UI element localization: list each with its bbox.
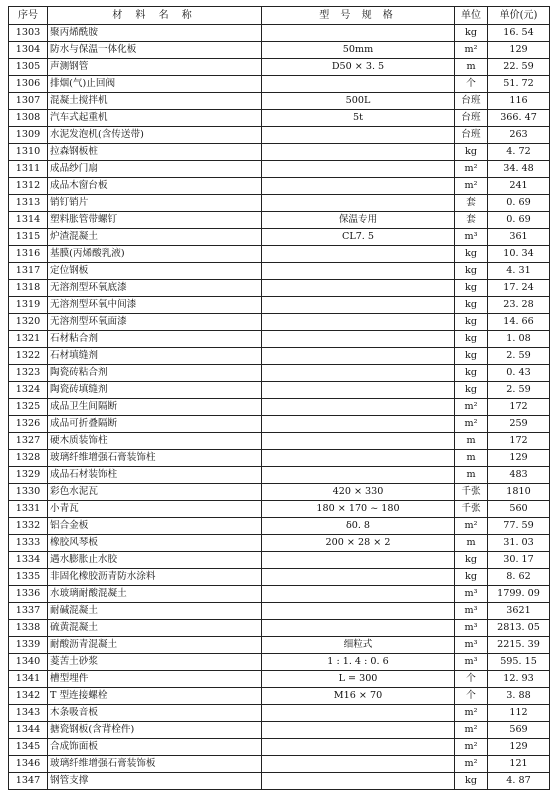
- cell-name: 非固化橡胶沥青防水涂料: [48, 569, 262, 586]
- table-row: [9, 263, 550, 280]
- table-row: [9, 620, 550, 637]
- cell-name: 槽型埋件: [48, 671, 262, 688]
- cell-unit: kg: [455, 348, 488, 365]
- cell-unit: m: [455, 433, 488, 450]
- table-row: [9, 773, 550, 790]
- cell-name: 声测钢管: [48, 59, 262, 76]
- cell-price: 129: [488, 42, 550, 59]
- cell-unit: m²: [455, 416, 488, 433]
- table-row: [9, 569, 550, 586]
- cell-no: 1314: [9, 212, 48, 229]
- cell-spec: [262, 127, 455, 144]
- cell-no: 1307: [9, 93, 48, 110]
- table-row: [9, 93, 550, 110]
- cell-unit: 套: [455, 195, 488, 212]
- cell-name: 石材粘合剂: [48, 331, 262, 348]
- cell-unit: m: [455, 450, 488, 467]
- cell-spec: [262, 569, 455, 586]
- cell-no: 1313: [9, 195, 48, 212]
- table-row: [9, 25, 550, 42]
- table-row: [9, 229, 550, 246]
- cell-no: 1341: [9, 671, 48, 688]
- cell-no: 1317: [9, 263, 48, 280]
- cell-no: 1305: [9, 59, 48, 76]
- cell-spec: [262, 416, 455, 433]
- cell-price: 116: [488, 93, 550, 110]
- cell-unit: m²: [455, 161, 488, 178]
- cell-no: 1344: [9, 722, 48, 739]
- cell-price: 14. 66: [488, 314, 550, 331]
- cell-name: 陶瓷砖填缝剂: [48, 382, 262, 399]
- cell-unit: 千张: [455, 501, 488, 518]
- cell-price: 2215. 39: [488, 637, 550, 654]
- cell-no: 1336: [9, 586, 48, 603]
- cell-unit: m: [455, 59, 488, 76]
- cell-spec: M16 × 70: [262, 688, 455, 705]
- cell-unit: m²: [455, 739, 488, 756]
- cell-spec: [262, 263, 455, 280]
- cell-spec: D50 × 3. 5: [262, 59, 455, 76]
- cell-name: 水泥发泡机(含传送带): [48, 127, 262, 144]
- cell-price: 560: [488, 501, 550, 518]
- table-row: [9, 518, 550, 535]
- cell-no: 1308: [9, 110, 48, 127]
- cell-name: 成品木窗台板: [48, 178, 262, 195]
- cell-price: 4. 31: [488, 263, 550, 280]
- table-row: [9, 586, 550, 603]
- cell-price: 172: [488, 433, 550, 450]
- table-row: [9, 59, 550, 76]
- cell-spec: [262, 586, 455, 603]
- cell-unit: 个: [455, 671, 488, 688]
- cell-name: 搪瓷钢板(含背栓件): [48, 722, 262, 739]
- cell-spec: [262, 161, 455, 178]
- cell-spec: 细粒式: [262, 637, 455, 654]
- cell-name: 混凝土搅拌机: [48, 93, 262, 110]
- table-row: [9, 144, 550, 161]
- cell-no: 1343: [9, 705, 48, 722]
- cell-unit: kg: [455, 25, 488, 42]
- cell-name: 耐酸沥青混凝土: [48, 637, 262, 654]
- cell-name: 硬木质装饰柱: [48, 433, 262, 450]
- cell-spec: [262, 722, 455, 739]
- cell-name: 塑料胀管带螺钉: [48, 212, 262, 229]
- cell-name: 水玻璃耐酸混凝土: [48, 586, 262, 603]
- cell-price: 361: [488, 229, 550, 246]
- header-price: 单价(元): [488, 7, 550, 25]
- cell-name: 钢管支撑: [48, 773, 262, 790]
- cell-unit: m²: [455, 42, 488, 59]
- table-row: [9, 331, 550, 348]
- cell-spec: [262, 433, 455, 450]
- cell-no: 1334: [9, 552, 48, 569]
- cell-price: 77. 59: [488, 518, 550, 535]
- cell-no: 1345: [9, 739, 48, 756]
- cell-spec: [262, 382, 455, 399]
- cell-price: 129: [488, 739, 550, 756]
- cell-name: 菱苦土砂浆: [48, 654, 262, 671]
- cell-spec: [262, 450, 455, 467]
- cell-name: 耐碱混凝土: [48, 603, 262, 620]
- cell-price: 172: [488, 399, 550, 416]
- cell-spec: [262, 365, 455, 382]
- cell-unit: 套: [455, 212, 488, 229]
- cell-no: 1312: [9, 178, 48, 195]
- cell-no: 1331: [9, 501, 48, 518]
- cell-unit: m³: [455, 229, 488, 246]
- cell-spec: 50mm: [262, 42, 455, 59]
- cell-name: 成品石材装饰柱: [48, 467, 262, 484]
- cell-name: 成品卫生间隔断: [48, 399, 262, 416]
- cell-spec: 5t: [262, 110, 455, 127]
- cell-unit: kg: [455, 314, 488, 331]
- cell-price: 12. 93: [488, 671, 550, 688]
- cell-spec: [262, 76, 455, 93]
- table-row: [9, 671, 550, 688]
- cell-unit: kg: [455, 365, 488, 382]
- cell-unit: kg: [455, 569, 488, 586]
- cell-price: 0. 69: [488, 212, 550, 229]
- cell-no: 1339: [9, 637, 48, 654]
- cell-no: 1337: [9, 603, 48, 620]
- table-row: [9, 535, 550, 552]
- cell-no: 1316: [9, 246, 48, 263]
- cell-name: 无溶剂型环氧面漆: [48, 314, 262, 331]
- cell-name: 基膜(丙烯酸乳液): [48, 246, 262, 263]
- table-row: [9, 76, 550, 93]
- cell-price: 16. 54: [488, 25, 550, 42]
- table-body: [9, 25, 550, 790]
- cell-spec: L = 300: [262, 671, 455, 688]
- cell-spec: [262, 331, 455, 348]
- table-row: [9, 501, 550, 518]
- cell-price: 17. 24: [488, 280, 550, 297]
- cell-price: 34. 48: [488, 161, 550, 178]
- cell-name: 防水与保温一体化板: [48, 42, 262, 59]
- cell-spec: 180 × 170 ~ 180: [262, 501, 455, 518]
- cell-price: 4. 87: [488, 773, 550, 790]
- cell-name: 炉渣混凝土: [48, 229, 262, 246]
- cell-name: 成品可折叠隔断: [48, 416, 262, 433]
- cell-price: 2. 59: [488, 382, 550, 399]
- cell-name: 无溶剂型环氧底漆: [48, 280, 262, 297]
- cell-spec: [262, 467, 455, 484]
- cell-price: 595. 15: [488, 654, 550, 671]
- table-row: [9, 654, 550, 671]
- cell-spec: [262, 280, 455, 297]
- cell-name: 聚丙烯酰胺: [48, 25, 262, 42]
- cell-unit: kg: [455, 331, 488, 348]
- cell-unit: m³: [455, 637, 488, 654]
- cell-unit: kg: [455, 297, 488, 314]
- table-row: [9, 127, 550, 144]
- cell-unit: 千张: [455, 484, 488, 501]
- cell-unit: m²: [455, 518, 488, 535]
- cell-no: 1309: [9, 127, 48, 144]
- cell-unit: kg: [455, 552, 488, 569]
- cell-unit: 台班: [455, 127, 488, 144]
- cell-unit: m³: [455, 603, 488, 620]
- cell-unit: kg: [455, 144, 488, 161]
- table-row: [9, 382, 550, 399]
- cell-spec: [262, 620, 455, 637]
- cell-price: 31. 03: [488, 535, 550, 552]
- cell-price: 3621: [488, 603, 550, 620]
- cell-price: 4. 72: [488, 144, 550, 161]
- cell-no: 1318: [9, 280, 48, 297]
- cell-name: 铝合金板: [48, 518, 262, 535]
- cell-spec: [262, 739, 455, 756]
- cell-unit: m²: [455, 756, 488, 773]
- cell-name: 陶瓷砖粘合剂: [48, 365, 262, 382]
- cell-spec: 500L: [262, 93, 455, 110]
- cell-price: 1810: [488, 484, 550, 501]
- cell-unit: m²: [455, 399, 488, 416]
- cell-unit: m³: [455, 586, 488, 603]
- cell-price: 1799. 09: [488, 586, 550, 603]
- cell-spec: CL7. 5: [262, 229, 455, 246]
- cell-price: 366. 47: [488, 110, 550, 127]
- cell-no: 1346: [9, 756, 48, 773]
- cell-no: 1319: [9, 297, 48, 314]
- table-row: [9, 178, 550, 195]
- header-name: 材 料 名 称: [48, 7, 262, 25]
- cell-unit: m³: [455, 620, 488, 637]
- cell-unit: kg: [455, 773, 488, 790]
- cell-unit: 个: [455, 76, 488, 93]
- header-unit: 单位: [455, 7, 488, 25]
- cell-price: 30. 17: [488, 552, 550, 569]
- table-header-row: [9, 7, 550, 25]
- cell-spec: δ0. 8: [262, 518, 455, 535]
- cell-name: T 型连接螺栓: [48, 688, 262, 705]
- cell-name: 无溶剂型环氧中间漆: [48, 297, 262, 314]
- cell-name: 成品纱门扇: [48, 161, 262, 178]
- cell-name: 合成饰面板: [48, 739, 262, 756]
- cell-unit: m²: [455, 178, 488, 195]
- cell-price: 483: [488, 467, 550, 484]
- table-row: [9, 195, 550, 212]
- table-row: [9, 314, 550, 331]
- cell-price: 0. 69: [488, 195, 550, 212]
- cell-spec: [262, 603, 455, 620]
- cell-no: 1322: [9, 348, 48, 365]
- cell-no: 1325: [9, 399, 48, 416]
- cell-unit: m: [455, 467, 488, 484]
- cell-no: 1320: [9, 314, 48, 331]
- cell-price: 569: [488, 722, 550, 739]
- cell-price: 112: [488, 705, 550, 722]
- cell-price: 1. 08: [488, 331, 550, 348]
- cell-spec: [262, 552, 455, 569]
- cell-name: 橡胶风琴板: [48, 535, 262, 552]
- cell-price: 2. 59: [488, 348, 550, 365]
- cell-spec: [262, 399, 455, 416]
- cell-price: 8. 62: [488, 569, 550, 586]
- cell-name: 玻璃纤维增强石膏装饰柱: [48, 450, 262, 467]
- cell-unit: m²: [455, 705, 488, 722]
- cell-unit: m: [455, 535, 488, 552]
- cell-unit: kg: [455, 280, 488, 297]
- table-row: [9, 110, 550, 127]
- table-row: [9, 688, 550, 705]
- table-row: [9, 603, 550, 620]
- cell-price: 10. 34: [488, 246, 550, 263]
- cell-no: 1347: [9, 773, 48, 790]
- cell-name: 木条吸音板: [48, 705, 262, 722]
- table-row: [9, 739, 550, 756]
- cell-name: 玻璃纤维增强石膏装饰板: [48, 756, 262, 773]
- cell-name: 排烟(气)止回阀: [48, 76, 262, 93]
- cell-name: 汽车式起重机: [48, 110, 262, 127]
- cell-name: 小青瓦: [48, 501, 262, 518]
- material-price-table: [8, 6, 550, 790]
- cell-no: 1335: [9, 569, 48, 586]
- cell-price: 121: [488, 756, 550, 773]
- cell-price: 22. 59: [488, 59, 550, 76]
- table-row: [9, 280, 550, 297]
- cell-no: 1303: [9, 25, 48, 42]
- cell-spec: [262, 314, 455, 331]
- cell-no: 1315: [9, 229, 48, 246]
- cell-price: 259: [488, 416, 550, 433]
- cell-unit: kg: [455, 246, 488, 263]
- cell-spec: 200 × 28 × 2: [262, 535, 455, 552]
- cell-no: 1338: [9, 620, 48, 637]
- cell-no: 1323: [9, 365, 48, 382]
- cell-spec: [262, 773, 455, 790]
- cell-price: 51. 72: [488, 76, 550, 93]
- table-row: [9, 161, 550, 178]
- cell-unit: 台班: [455, 110, 488, 127]
- cell-no: 1326: [9, 416, 48, 433]
- table-row: [9, 433, 550, 450]
- cell-no: 1321: [9, 331, 48, 348]
- cell-name: 硫黄混凝土: [48, 620, 262, 637]
- cell-no: 1311: [9, 161, 48, 178]
- cell-no: 1333: [9, 535, 48, 552]
- cell-no: 1310: [9, 144, 48, 161]
- cell-unit: m³: [455, 654, 488, 671]
- cell-name: 销钉销片: [48, 195, 262, 212]
- cell-no: 1328: [9, 450, 48, 467]
- cell-spec: [262, 348, 455, 365]
- table-row: [9, 365, 550, 382]
- cell-no: 1324: [9, 382, 48, 399]
- cell-spec: [262, 705, 455, 722]
- cell-no: 1327: [9, 433, 48, 450]
- cell-spec: [262, 144, 455, 161]
- header-spec: 型 号 规 格: [262, 7, 455, 25]
- table-row: [9, 297, 550, 314]
- table-row: [9, 348, 550, 365]
- cell-unit: m²: [455, 722, 488, 739]
- table-row: [9, 756, 550, 773]
- cell-no: 1306: [9, 76, 48, 93]
- cell-no: 1342: [9, 688, 48, 705]
- cell-spec: [262, 178, 455, 195]
- table-row: [9, 246, 550, 263]
- table-row: [9, 705, 550, 722]
- cell-unit: kg: [455, 263, 488, 280]
- table-row: [9, 450, 550, 467]
- table-row: [9, 212, 550, 229]
- cell-name: 定位钢板: [48, 263, 262, 280]
- table-row: [9, 637, 550, 654]
- cell-name: 石材填缝剂: [48, 348, 262, 365]
- cell-price: 23. 28: [488, 297, 550, 314]
- cell-name: 彩色水泥瓦: [48, 484, 262, 501]
- cell-unit: kg: [455, 382, 488, 399]
- cell-spec: [262, 297, 455, 314]
- cell-unit: 台班: [455, 93, 488, 110]
- cell-spec: [262, 25, 455, 42]
- table-row: [9, 42, 550, 59]
- cell-price: 129: [488, 450, 550, 467]
- cell-name: 遇水膨胀止水胶: [48, 552, 262, 569]
- table-row: [9, 416, 550, 433]
- table-row: [9, 399, 550, 416]
- cell-spec: 保温专用: [262, 212, 455, 229]
- table-row: [9, 722, 550, 739]
- cell-price: 241: [488, 178, 550, 195]
- cell-spec: [262, 195, 455, 212]
- cell-spec: [262, 246, 455, 263]
- cell-spec: 420 × 330: [262, 484, 455, 501]
- cell-unit: 个: [455, 688, 488, 705]
- table-row: [9, 467, 550, 484]
- cell-spec: [262, 756, 455, 773]
- table-row: [9, 484, 550, 501]
- table-row: [9, 552, 550, 569]
- cell-price: 263: [488, 127, 550, 144]
- cell-no: 1304: [9, 42, 48, 59]
- cell-price: 2813. 05: [488, 620, 550, 637]
- cell-no: 1332: [9, 518, 48, 535]
- cell-spec: 1 : 1. 4 : 0. 6: [262, 654, 455, 671]
- cell-price: 3. 88: [488, 688, 550, 705]
- header-no: 序号: [9, 7, 48, 25]
- cell-no: 1329: [9, 467, 48, 484]
- cell-no: 1340: [9, 654, 48, 671]
- cell-no: 1330: [9, 484, 48, 501]
- cell-price: 0. 43: [488, 365, 550, 382]
- cell-name: 拉森钢板桩: [48, 144, 262, 161]
